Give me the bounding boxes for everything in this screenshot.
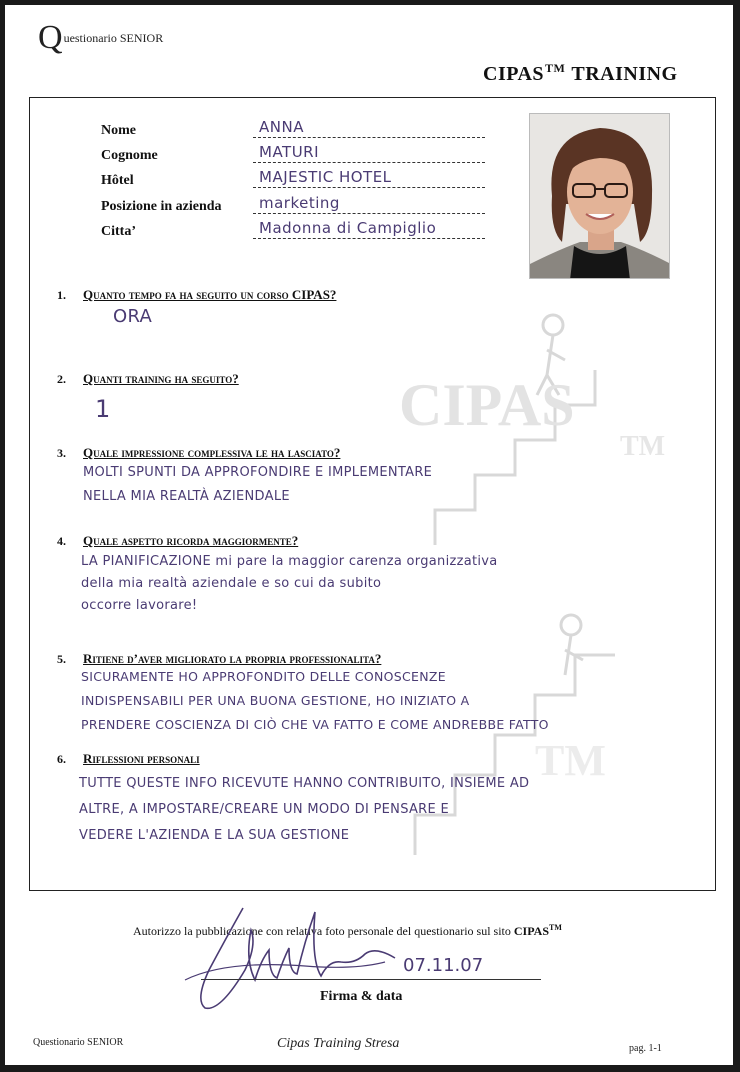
- field-line-hotel: [253, 187, 485, 188]
- publication-consent: Autorizzo la pubblicazione con relativa foto personale del questionario sul sito CIPAS™: [133, 923, 562, 938]
- answer-2: 1: [95, 395, 111, 423]
- answer-1: ORA: [113, 306, 153, 327]
- field-label-nome: Nome: [101, 123, 136, 138]
- field-value-citta: Madonna di Campiglio: [259, 219, 437, 237]
- answer-4: LA PIANIFICAZIONE mi pare la maggior carenza organizzativa della mia realtà aziendale e so cui da subito occorre lavorare!: [81, 554, 498, 613]
- signature-line: [201, 979, 541, 980]
- field-value-nome: ANNA: [259, 118, 304, 136]
- answer-3: MOLTI SPUNTI DA APPROFONDIRE E IMPLEMENTARE NELLA MIA REALTÀ AZIENDALE: [83, 465, 433, 504]
- field-label-posizione: Posizione in azienda: [101, 199, 222, 214]
- field-label-hotel: Hôtel: [101, 173, 134, 188]
- field-label-citta: Citta’: [101, 224, 136, 239]
- portrait-photo: [529, 113, 670, 279]
- signature-label: Firma & data: [320, 989, 403, 1004]
- watermark-tm-lower: TM: [535, 736, 606, 785]
- field-line-posizione: [253, 213, 485, 214]
- footer-company: Cipas Training Stresa: [277, 1036, 400, 1051]
- footer-doc-name: Questionario SENIOR: [33, 1037, 124, 1048]
- field-value-posizione: marketing: [259, 194, 340, 212]
- field-value-hotel: MAJESTIC HOTEL: [259, 168, 392, 186]
- field-line-nome: [253, 137, 485, 138]
- question-5: 5. Ritiene d’aver migliorato la propria professionalita?: [57, 651, 382, 666]
- question-6: 6. Riflessioni personali: [57, 751, 200, 766]
- watermark-tm: TM: [620, 431, 666, 462]
- document-title: Questionario SENIOR: [38, 19, 164, 56]
- field-line-citta: [253, 238, 485, 239]
- signature-date: 07.11.07: [403, 955, 484, 976]
- field-label-cognome: Cognome: [101, 148, 158, 163]
- answer-6: TUTTE QUESTE INFO RICEVUTE HANNO CONTRIBUITO, INSIEME AD ALTRE, A IMPOSTARE/CREARE UN MODO DI PENSARE E VEDERE L'AZIENDA E LA SUA GESTIONE: [79, 776, 530, 843]
- question-1: 1. Quanto tempo fa ha seguito un corso CIPAS?: [57, 287, 337, 302]
- field-line-cognome: [253, 162, 485, 163]
- question-4: 4. Quale aspetto ricorda maggiormente?: [57, 533, 299, 548]
- answer-5: SICURAMENTE HO APPROFONDITO DELLE CONOSCENZE INDISPENSABILI PER UNA BUONA GESTIONE, HO INIZIATO A PRENDERE COSCIENZA DI CIÒ CHE VA FATTO E COME ANDREBBE FATTO: [81, 669, 549, 732]
- brand-header: CIPAS™ TRAINING: [483, 61, 678, 85]
- question-2: 2. Quanti training ha seguito?: [57, 371, 239, 386]
- question-3: 3. Quale impressione complessiva le ha lasciato?: [57, 445, 341, 460]
- field-value-cognome: MATURI: [259, 143, 320, 161]
- watermark-text: CIPAS: [399, 372, 575, 438]
- questionnaire-page: [5, 5, 733, 1065]
- footer-page-number: pag. 1-1: [629, 1043, 662, 1054]
